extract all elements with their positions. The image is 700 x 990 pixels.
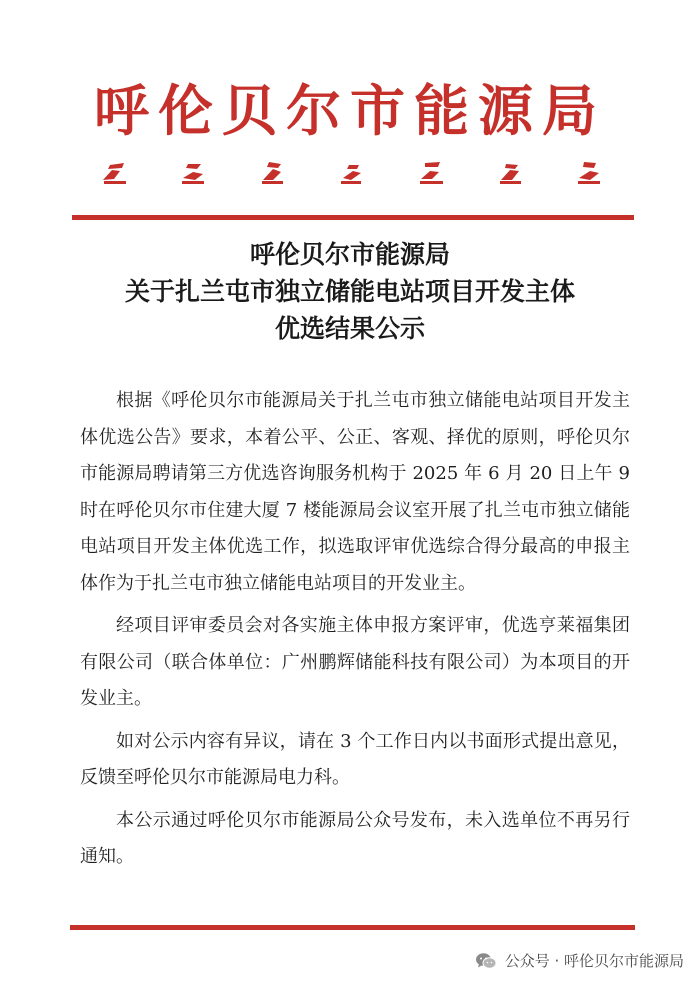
body-paragraph: 本公示通过呼伦贝尔市能源局公众号发布，未入选单位不再另行通知。 — [80, 809, 630, 867]
mongolian-glyph-icon — [575, 156, 605, 186]
body-paragraph: 经项目评审委员会对各实施主体申报方案评审，优选亨莱福集团有限公司（联合体单位：广州鹏辉储能科技有限公司）为本项目的开发业主。 — [80, 615, 630, 709]
mongolian-glyph-icon — [417, 156, 447, 186]
letterhead-divider — [72, 215, 634, 220]
mongolian-glyph-icon — [258, 156, 288, 186]
mongolian-glyph-icon — [100, 156, 130, 186]
body-paragraph: 如对公示内容有异议，请在 3 个工作日内以书面形式提出意见，反馈至呼伦贝尔市能源局电力科。 — [80, 730, 630, 788]
mongolian-glyph-icon — [496, 156, 526, 186]
notice-body — [80, 383, 630, 882]
wechat-watermark — [475, 950, 684, 971]
mongolian-script-letterhead — [100, 152, 605, 186]
watermark-text: 公众号 · 呼伦贝尔市能源局 — [504, 952, 684, 970]
notice-title — [0, 236, 700, 347]
notice-title-line: 优选结果公示 — [274, 314, 425, 343]
notice-title-line: 关于扎兰屯市独立储能电站项目开发主体 — [124, 277, 575, 306]
mongolian-glyph-icon — [337, 156, 367, 186]
organization-letterhead: 呼伦贝尔市能源局 — [93, 79, 606, 143]
wechat-icon — [475, 952, 497, 970]
notice-title-line: 呼伦贝尔市能源局 — [249, 240, 450, 269]
mongolian-glyph-icon — [179, 156, 209, 186]
body-paragraph: 根据《呼伦贝尔市能源局关于扎兰屯市独立储能电站项目开发主体优选公告》要求，本着公平、公正、客观、择优的原则，呼伦贝尔市能源局聘请第三方优选咨询服务机构于 2025 年 6 月 20 日上午 9 时在呼伦贝尔市住建大厦 7 楼能源局会议室开展了扎兰屯市独立储能电站项目开发主体优选工作，拟选取评审优选综合得分最高的申报主体作为于扎兰屯市独立储能电站项目的开发业主。 — [80, 390, 630, 594]
footer-divider — [70, 925, 635, 930]
